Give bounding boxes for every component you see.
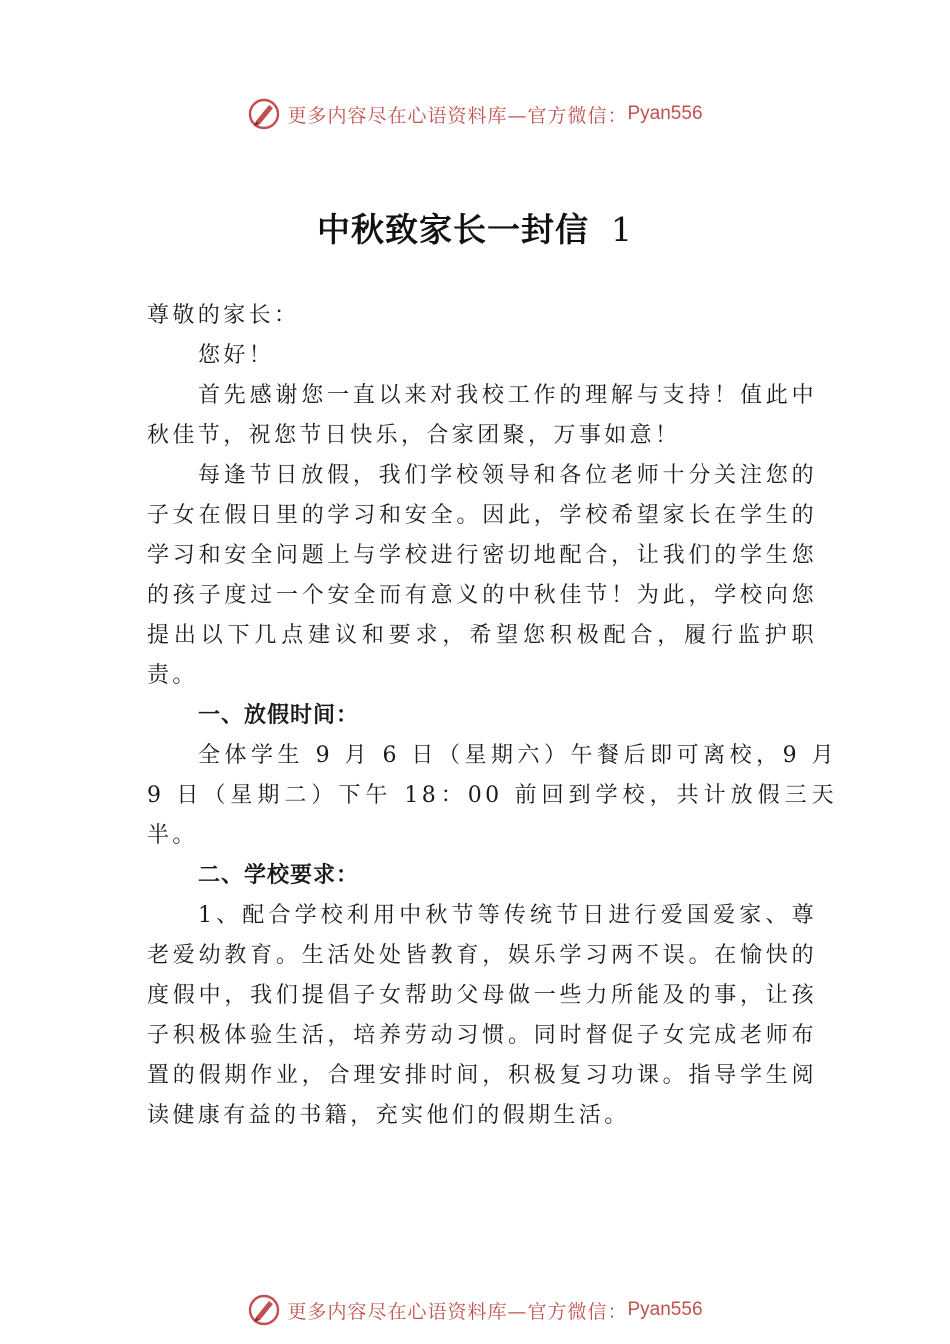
paragraph-requirement-1: 1、配合学校利用中秋节等传统节日进行爱国爱家、尊老爱幼教育。生活处处皆教育，娱乐学习两不误。在愉快的度假中，我们提倡子女帮助父母做一些力所能及的事，让孩子积极体验生活，培养劳动习惯。同时督促子女完成老师布置的假期作业，合理安排时间，积极复习功课。指导学生阅读健康有益的书籍，充实他们的假期生活。 (147, 903, 817, 1128)
banner-wechat-id: Pyan556 (627, 103, 703, 124)
banner-brand-text: 更多内容尽在心语资料库—官方微信： (287, 1300, 628, 1323)
banner-wechat-id: Pyan556 (627, 1299, 703, 1320)
pen-seal-icon (247, 97, 281, 131)
banner-brand-text: 更多内容尽在心语资料库—官方微信： (287, 104, 628, 127)
section-heading-holiday-time: 一、放假时间： (198, 703, 360, 728)
paragraph-safety: 每逢节日放假，我们学校领导和各位老师十分关注您的子女在假日里的学习和安全。因此，学校希望家长在学生的学习和安全问题上与学校进行密切地配合，让我们的学生您的孩子度过一个安全而有意义的中秋佳节！为此，学校向您提出以下几点建议和要求，希望您积极配合，履行监护职责。 (147, 463, 817, 688)
paragraph-thanks: 首先感谢您一直以来对我校工作的理解与支持！值此中秋佳节，祝您节日快乐，合家团聚，万事如意！ (147, 383, 817, 448)
paragraph-holiday-time: 全体学生 9 月 6 日（星期六）午餐后即可离校，9 月 9 日（星期二）下午 18：00 前回到学校，共计放假三天半。 (147, 743, 837, 848)
letter-body (147, 296, 837, 1136)
section-heading-school-requirements: 二、学校要求： (198, 863, 360, 888)
footer-banner (0, 1290, 950, 1330)
pen-seal-icon (247, 1293, 281, 1327)
greeting: 您好！ (198, 343, 275, 368)
header-banner (0, 94, 950, 134)
title-number: 1 (611, 210, 633, 249)
title-text: 中秋致家长一封信 (317, 210, 589, 249)
page-title (0, 204, 950, 251)
salutation: 尊敬的家长： (147, 303, 300, 328)
